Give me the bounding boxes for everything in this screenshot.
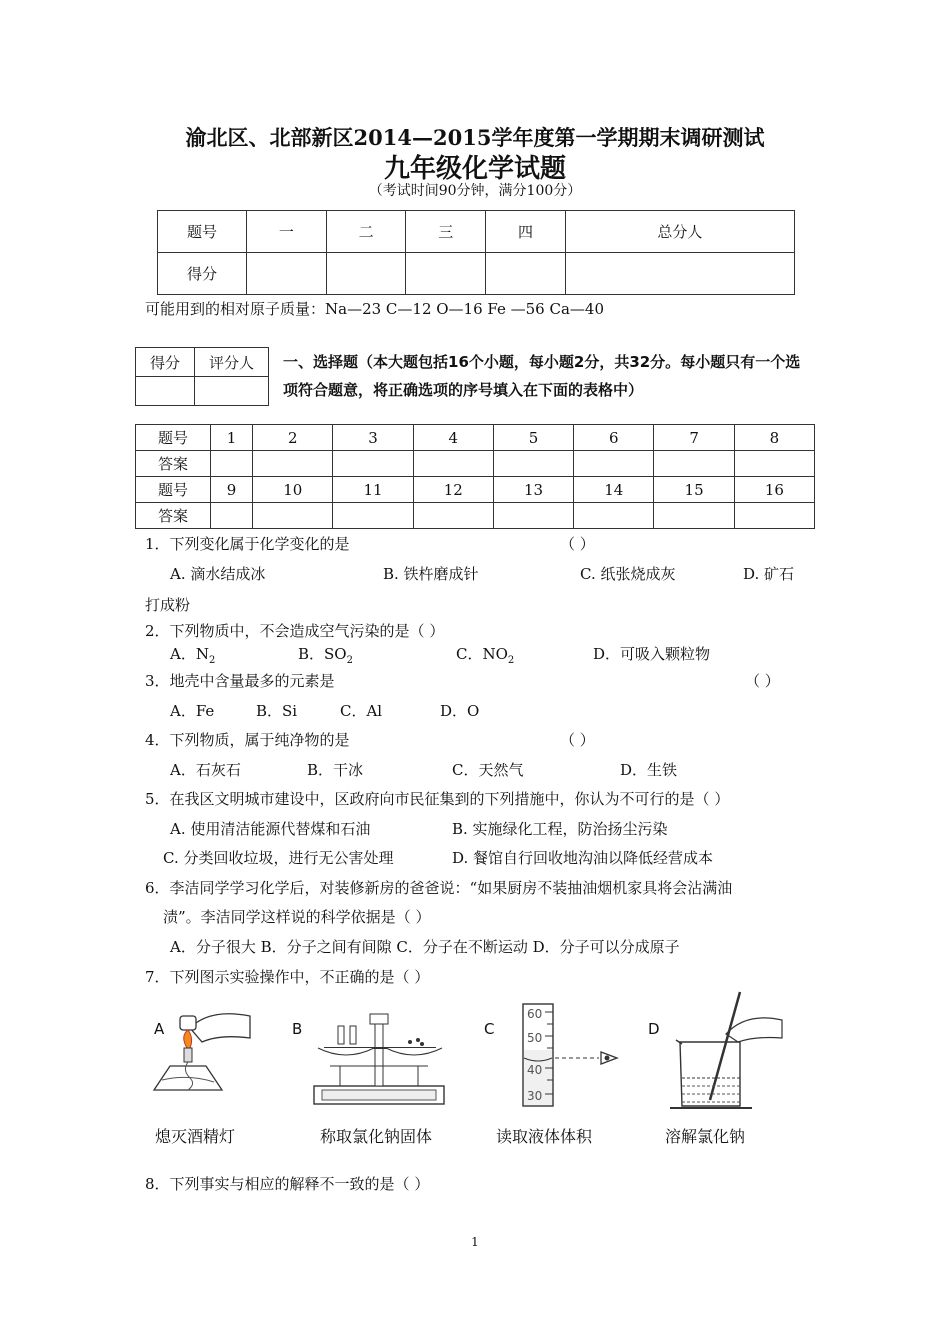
score-table-header: 四 [486,211,566,253]
question-1-stem: 1．下列变化属于化学变化的是 [145,535,350,553]
question-3-option-d: D．O [440,702,480,720]
score-cell[interactable] [247,253,327,295]
question-number: 7 [654,425,734,451]
question-4-paren: （ ） [560,731,595,749]
score-table-header: 二 [326,211,406,253]
question-2-option-d: D．可吸入颗粒物 [593,645,711,663]
answer-cell[interactable] [253,503,333,529]
figure-d-caption: 溶解氯化钠 [665,1127,746,1146]
answer-cell[interactable] [333,503,413,529]
answer-sheet-table [135,424,815,529]
figure-a-caption: 熄灭酒精灯 [155,1127,236,1146]
answer-cell[interactable] [211,503,253,529]
question-2-stem: 2．下列物质中，不会造成空气污染的是（ ） [145,622,445,640]
question-4-stem: 4．下列物质，属于纯净物的是 [145,731,350,749]
grader-name-cell[interactable] [195,377,269,406]
question-4-option-b: B．干冰 [307,761,364,779]
question-2-option-a [170,643,215,666]
alcohol-lamp-illustration [150,998,255,1113]
question-number: 2 [253,425,333,451]
question-3-paren: （ ） [745,672,780,690]
score-table-header: 一 [247,211,327,253]
cylinder-tick-label: 50 [527,1031,543,1045]
exam-duration-note: （考试时间90分钟，满分100分） [368,183,582,199]
cylinder-tick-label: 40 [527,1063,543,1077]
question-3-option-c: C．Al [340,702,383,720]
question-5-option-b: B. 实施绿化工程，防治扬尘污染 [452,820,668,838]
exam-title: 渝北区、北部新区2014—2015学年度第一学期期末调研测试 [185,125,765,150]
question-3-option-a: A．Fe [170,702,215,720]
answer-row-label: 题号 [136,425,211,451]
grader-score-label: 得分 [136,348,195,377]
question-1-option-a: A. 滴水结成冰 [170,565,266,583]
answer-cell[interactable] [253,451,333,477]
question-number: 15 [654,477,734,503]
section1-grader-box [135,347,269,406]
score-cell[interactable] [565,253,794,295]
answer-cell[interactable] [413,451,493,477]
question-number: 1 [211,425,253,451]
answer-cell[interactable] [413,503,493,529]
page-number: 1 [471,1235,479,1249]
question-number: 12 [413,477,493,503]
question-number: 3 [333,425,413,451]
figure-c-label: C [484,1020,495,1038]
option-text: A．N [170,645,209,663]
question-8-stem: 8．下列事实与相应的解释不一致的是（ ） [145,1175,430,1193]
score-cell[interactable] [326,253,406,295]
score-cell[interactable] [406,253,486,295]
question-number: 5 [493,425,573,451]
question-number: 8 [734,425,814,451]
answer-cell[interactable] [211,451,253,477]
question-5-option-d: D. 餐馆自行回收地沟油以降低经营成本 [452,849,714,867]
subscript: 2 [208,655,216,666]
grader-score-cell[interactable] [136,377,195,406]
question-number: 13 [493,477,573,503]
question-5-option-c: C. 分类回收垃圾，进行无公害处理 [163,849,394,867]
question-number: 4 [413,425,493,451]
answer-cell[interactable] [574,503,654,529]
answer-cell[interactable] [333,451,413,477]
section1-instructions: 一、选择题（本大题包括16个小题，每小题2分，共32分。每小题只有一个选项符合题意，将正确选项的序号填入在下面的表格中） [283,353,801,399]
question-number: 9 [211,477,253,503]
score-table-header: 总分人 [565,211,794,253]
figure-c-caption: 读取液体体积 [496,1127,593,1146]
question-1-option-b: B. 铁杵磨成针 [383,565,479,583]
answer-row-label: 题号 [136,477,211,503]
question-number: 6 [574,425,654,451]
question-5-option-a: A. 使用清洁能源代替煤和石油 [170,820,371,838]
subscript: 2 [346,655,353,666]
question-number: 11 [333,477,413,503]
question-2-option-b [298,643,353,666]
figure-b-caption: 称取氯化钠固体 [320,1127,433,1146]
answer-row-label: 答案 [136,451,211,477]
answer-cell[interactable] [654,503,734,529]
question-1-paren: （ ） [560,535,595,553]
answer-cell[interactable] [493,451,573,477]
figure-a-label: A [154,1020,165,1038]
score-table-header: 题号 [158,211,247,253]
figure-b-label: B [292,1020,303,1038]
option-text: B．SO [298,645,347,663]
question-4-option-d: D．生铁 [620,761,678,779]
cylinder-tick-label: 60 [527,1007,543,1021]
question-1-option-d-cont: 打成粉 [145,596,191,614]
question-3-stem: 3．地壳中含量最多的元素是 [145,672,335,690]
cylinder-tick-label: 30 [527,1089,543,1103]
answer-cell[interactable] [734,451,814,477]
figure-d-label: D [648,1020,660,1038]
score-table-header: 三 [406,211,486,253]
score-row-label: 得分 [158,253,247,295]
subscript: 2 [507,655,515,666]
graduated-cylinder-illustration [515,1002,625,1110]
answer-cell[interactable] [574,451,654,477]
answer-cell[interactable] [734,503,814,529]
atomic-masses-note: 可能用到的相对原子质量：Na—23 C—12 O—16 Fe —56 Ca—40 [145,300,605,318]
answer-row-label: 答案 [136,503,211,529]
question-1-option-c: C. 纸张烧成灰 [580,565,676,583]
score-cell[interactable] [486,253,566,295]
answer-cell[interactable] [493,503,573,529]
exam-subject-title: 九年级化学试题 [383,154,566,184]
beaker-stirring-illustration [670,990,790,1115]
question-7-stem: 7．下列图示实验操作中，不正确的是（ ） [145,968,430,986]
question-6-options: A．分子很大 B．分子之间有间隙 C．分子在不断运动 D．分子可以分成原子 [170,938,680,956]
question-number: 10 [253,477,333,503]
balance-illustration [310,1004,450,1109]
question-1-option-d: D. 矿石 [743,565,795,583]
question-5-stem: 5．在我区文明城市建设中，区政府向市民征集到的下列措施中，你认为不可行的是（ ） [145,790,730,808]
option-text: C．NO [456,645,508,663]
score-summary-table [157,210,795,295]
answer-cell[interactable] [654,451,734,477]
question-6-stem-line1: 6．李洁同学学习化学后，对装修新房的爸爸说：“如果厨房不装抽油烟机家具将会沾满油 [145,879,733,897]
grader-name-label: 评分人 [195,348,269,377]
question-2-option-c [456,643,514,666]
question-number: 14 [574,477,654,503]
question-4-option-a: A．石灰石 [170,761,241,779]
question-number: 16 [734,477,814,503]
question-3-option-b: B．Si [256,702,298,720]
question-4-option-c: C．天然气 [452,761,524,779]
question-6-stem-line2: 渍”。李洁同学这样说的科学依据是（ ） [163,908,431,926]
